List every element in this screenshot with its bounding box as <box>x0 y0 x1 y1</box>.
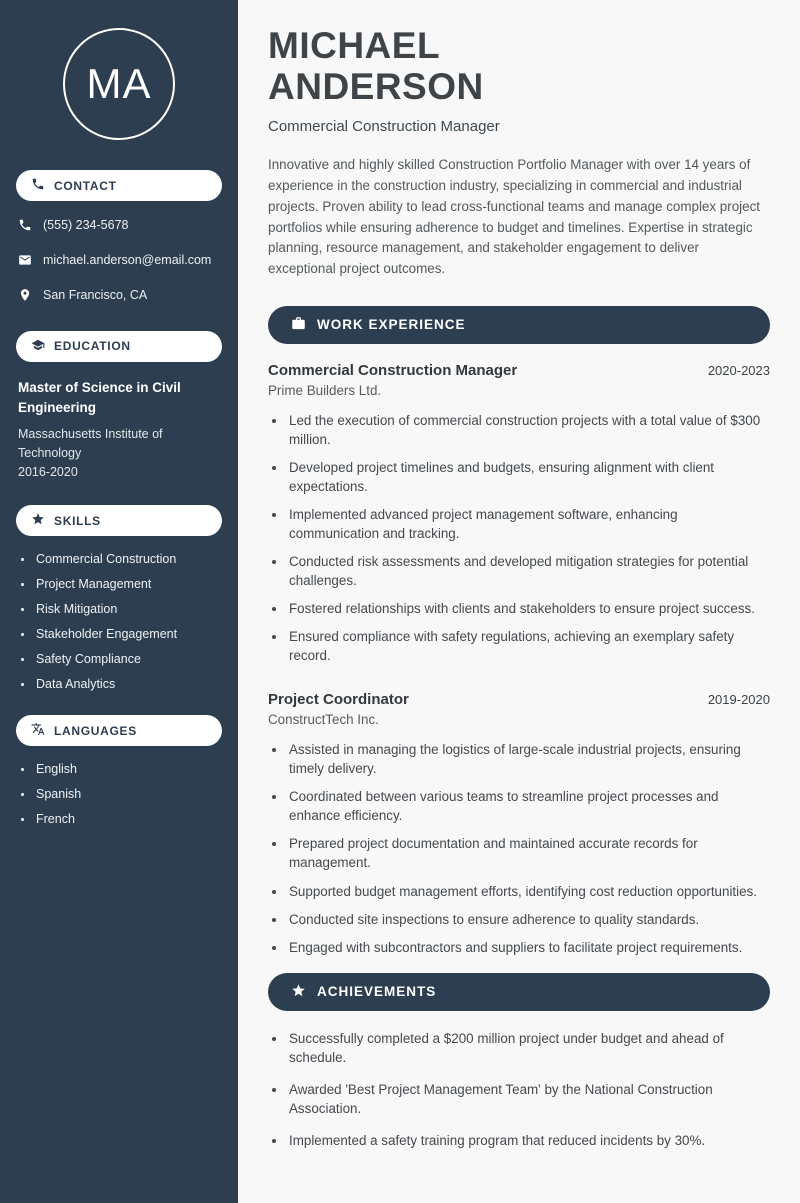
professional-title: Commercial Construction Manager <box>268 118 500 136</box>
skill-item: • Stakeholder Engagement <box>34 627 220 641</box>
summary-paragraph: Innovative and highly skilled Construction Portfolio Manager with over 14 years of experience in the construction industry, specializing in commercial and industrial projects. Proven ability to lead cross-functional teams and manage complex project portfolios while ensuring adherence to budget and timelines. Expertise in strategic planning, resource management, and stakeholder engagement to deliver exceptional project outcomes. <box>268 157 760 277</box>
job-dates: 2020-2023 <box>707 362 770 378</box>
briefcase-icon <box>291 316 306 334</box>
job-bullet: • Conducted risk assessments and developed mitigation strategies for potential challenges. <box>287 552 770 590</box>
skills-list <box>0 552 238 691</box>
skills-section-header <box>16 505 222 536</box>
avatar <box>63 28 175 140</box>
contact-section-header <box>16 170 222 201</box>
skill-item: • Commercial Construction <box>34 552 220 566</box>
achievements-list <box>268 1029 770 1150</box>
skill-item: • Project Management <box>34 577 220 591</box>
education-school: Massachusetts Institute of Technology <box>18 427 163 460</box>
avatar-initials: MA <box>86 60 152 107</box>
skill-item: • Data Analytics <box>34 677 220 691</box>
contact-location-value: San Francisco, CA <box>43 287 148 302</box>
main-content <box>238 0 800 1203</box>
achievements-heading: ACHIEVEMENTS <box>317 984 437 1000</box>
contact-phone-value: (555) 234-5678 <box>43 218 129 232</box>
skills-heading: SKILLS <box>54 513 101 528</box>
contact-email-row <box>18 252 220 272</box>
phone-icon <box>18 217 32 237</box>
languages-section-header <box>16 715 222 746</box>
job-bullet: • Assisted in managing the logistics of large-scale industrial projects, ensuring timely delivery. <box>287 740 770 778</box>
contact-heading: CONTACT <box>54 178 117 193</box>
work-experience-heading: WORK EXPERIENCE <box>317 317 466 333</box>
job-entry <box>268 362 770 665</box>
graduation-cap-icon <box>31 338 45 355</box>
star-icon <box>31 512 45 529</box>
name-last: ANDERSON <box>268 65 484 107</box>
job-bullet: • Developed project timelines and budgets, ensuring alignment with client expectations. <box>287 458 770 496</box>
education-heading: EDUCATION <box>54 339 131 354</box>
languages-list <box>0 762 238 826</box>
language-item: • Spanish <box>34 787 220 801</box>
skill-item: • Risk Mitigation <box>34 602 220 616</box>
education-section-header <box>16 331 222 362</box>
language-item: • French <box>34 812 220 826</box>
job-bullet: • Ensured compliance with safety regulations, achieving an exemplary safety record. <box>287 627 770 665</box>
name-first: MICHAEL <box>268 25 441 66</box>
job-title: Project Coordinator <box>268 691 409 709</box>
sidebar <box>0 0 238 1203</box>
contact-email-value: michael.anderson@email.com <box>43 252 212 267</box>
achievement-bullet: • Successfully completed a $200 million project under budget and ahead of schedule. <box>287 1029 770 1067</box>
phone-icon <box>31 177 45 194</box>
job-title: Commercial Construction Manager <box>268 361 518 379</box>
contact-phone-row <box>18 217 220 237</box>
job-header <box>268 691 770 708</box>
job-header <box>268 362 770 379</box>
job-bullet: • Conducted site inspections to ensure adherence to quality standards. <box>287 910 770 929</box>
job-entry <box>268 691 770 956</box>
work-experience-section-header <box>268 306 770 344</box>
achievement-bullet: • Awarded 'Best Project Management Team' by the National Construction Association. <box>287 1080 770 1118</box>
job-bullet: • Led the execution of commercial construction projects with a total value of $300 million. <box>287 411 770 449</box>
job-bullet-list <box>268 411 770 665</box>
contact-location-row <box>18 287 220 307</box>
star-icon <box>291 983 306 1001</box>
language-item: • English <box>34 762 220 776</box>
page-title <box>268 26 770 107</box>
contact-list <box>0 217 238 307</box>
job-bullet: • Supported budget management efforts, identifying cost reduction opportunities. <box>287 882 770 901</box>
job-dates: 2019-2020 <box>707 692 770 708</box>
achievement-bullet: • Implemented a safety training program that reduced incidents by 30%. <box>287 1131 770 1150</box>
job-bullet-list <box>268 740 770 956</box>
skill-item: • Safety Compliance <box>34 652 220 666</box>
job-bullet: • Engaged with subcontractors and suppliers to facilitate project requirements. <box>287 938 770 957</box>
achievements-section-header <box>268 973 770 1011</box>
education-years: 2016-2020 <box>18 464 78 479</box>
location-icon <box>18 287 32 307</box>
job-company: ConstructTech Inc. <box>268 712 379 728</box>
job-bullet: • Fostered relationships with clients and stakeholders to ensure project success. <box>287 599 770 618</box>
email-icon <box>18 252 32 272</box>
job-bullet: • Prepared project documentation and maintained accurate records for management. <box>287 834 770 872</box>
translate-icon <box>31 722 45 739</box>
education-block <box>0 378 238 482</box>
job-bullet: • Implemented advanced project management software, enhancing communication and tracking. <box>287 505 770 543</box>
job-company: Prime Builders Ltd. <box>268 382 382 398</box>
education-degree: Master of Science in Civil Engineering <box>18 379 181 415</box>
languages-heading: LANGUAGES <box>54 723 137 738</box>
job-bullet: • Coordinated between various teams to streamline project processes and enhance efficiency. <box>287 787 770 825</box>
